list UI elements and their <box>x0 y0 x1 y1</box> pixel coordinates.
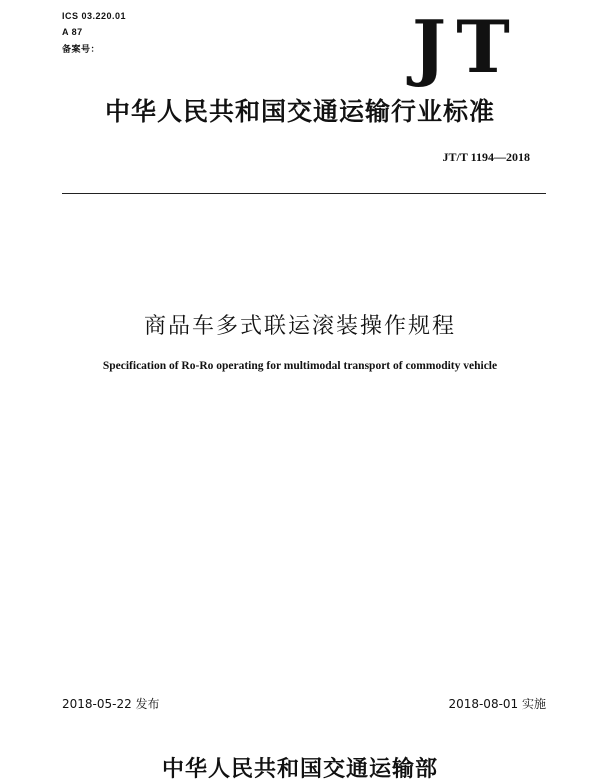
issuing-authority: 中华人民共和国交通运输部 <box>161 756 438 782</box>
industry-standard-title: 中华人民共和国交通运输行业标准 <box>104 97 495 126</box>
header-divider <box>62 193 546 194</box>
record-number: 备案号： <box>62 44 101 54</box>
logo-letter-j: J <box>402 14 456 80</box>
document-title-en: Specification of Ro-Ro operating for multimodal transport of commodity vehicle <box>102 360 498 372</box>
issue-date: 2018-05-22 发布 <box>62 697 160 711</box>
ics-code: ICS 03.220.01 <box>62 11 127 21</box>
standard-number: JT/T 1194—2018 <box>442 150 530 164</box>
logo-letter-t: T <box>456 4 510 89</box>
classification-code: A 87 <box>62 27 83 37</box>
jt-logo <box>402 4 512 89</box>
document-title-zh: 商品车多式联运滚装操作规程 <box>143 314 456 339</box>
implementation-date: 2018-08-01 实施 <box>448 697 546 711</box>
